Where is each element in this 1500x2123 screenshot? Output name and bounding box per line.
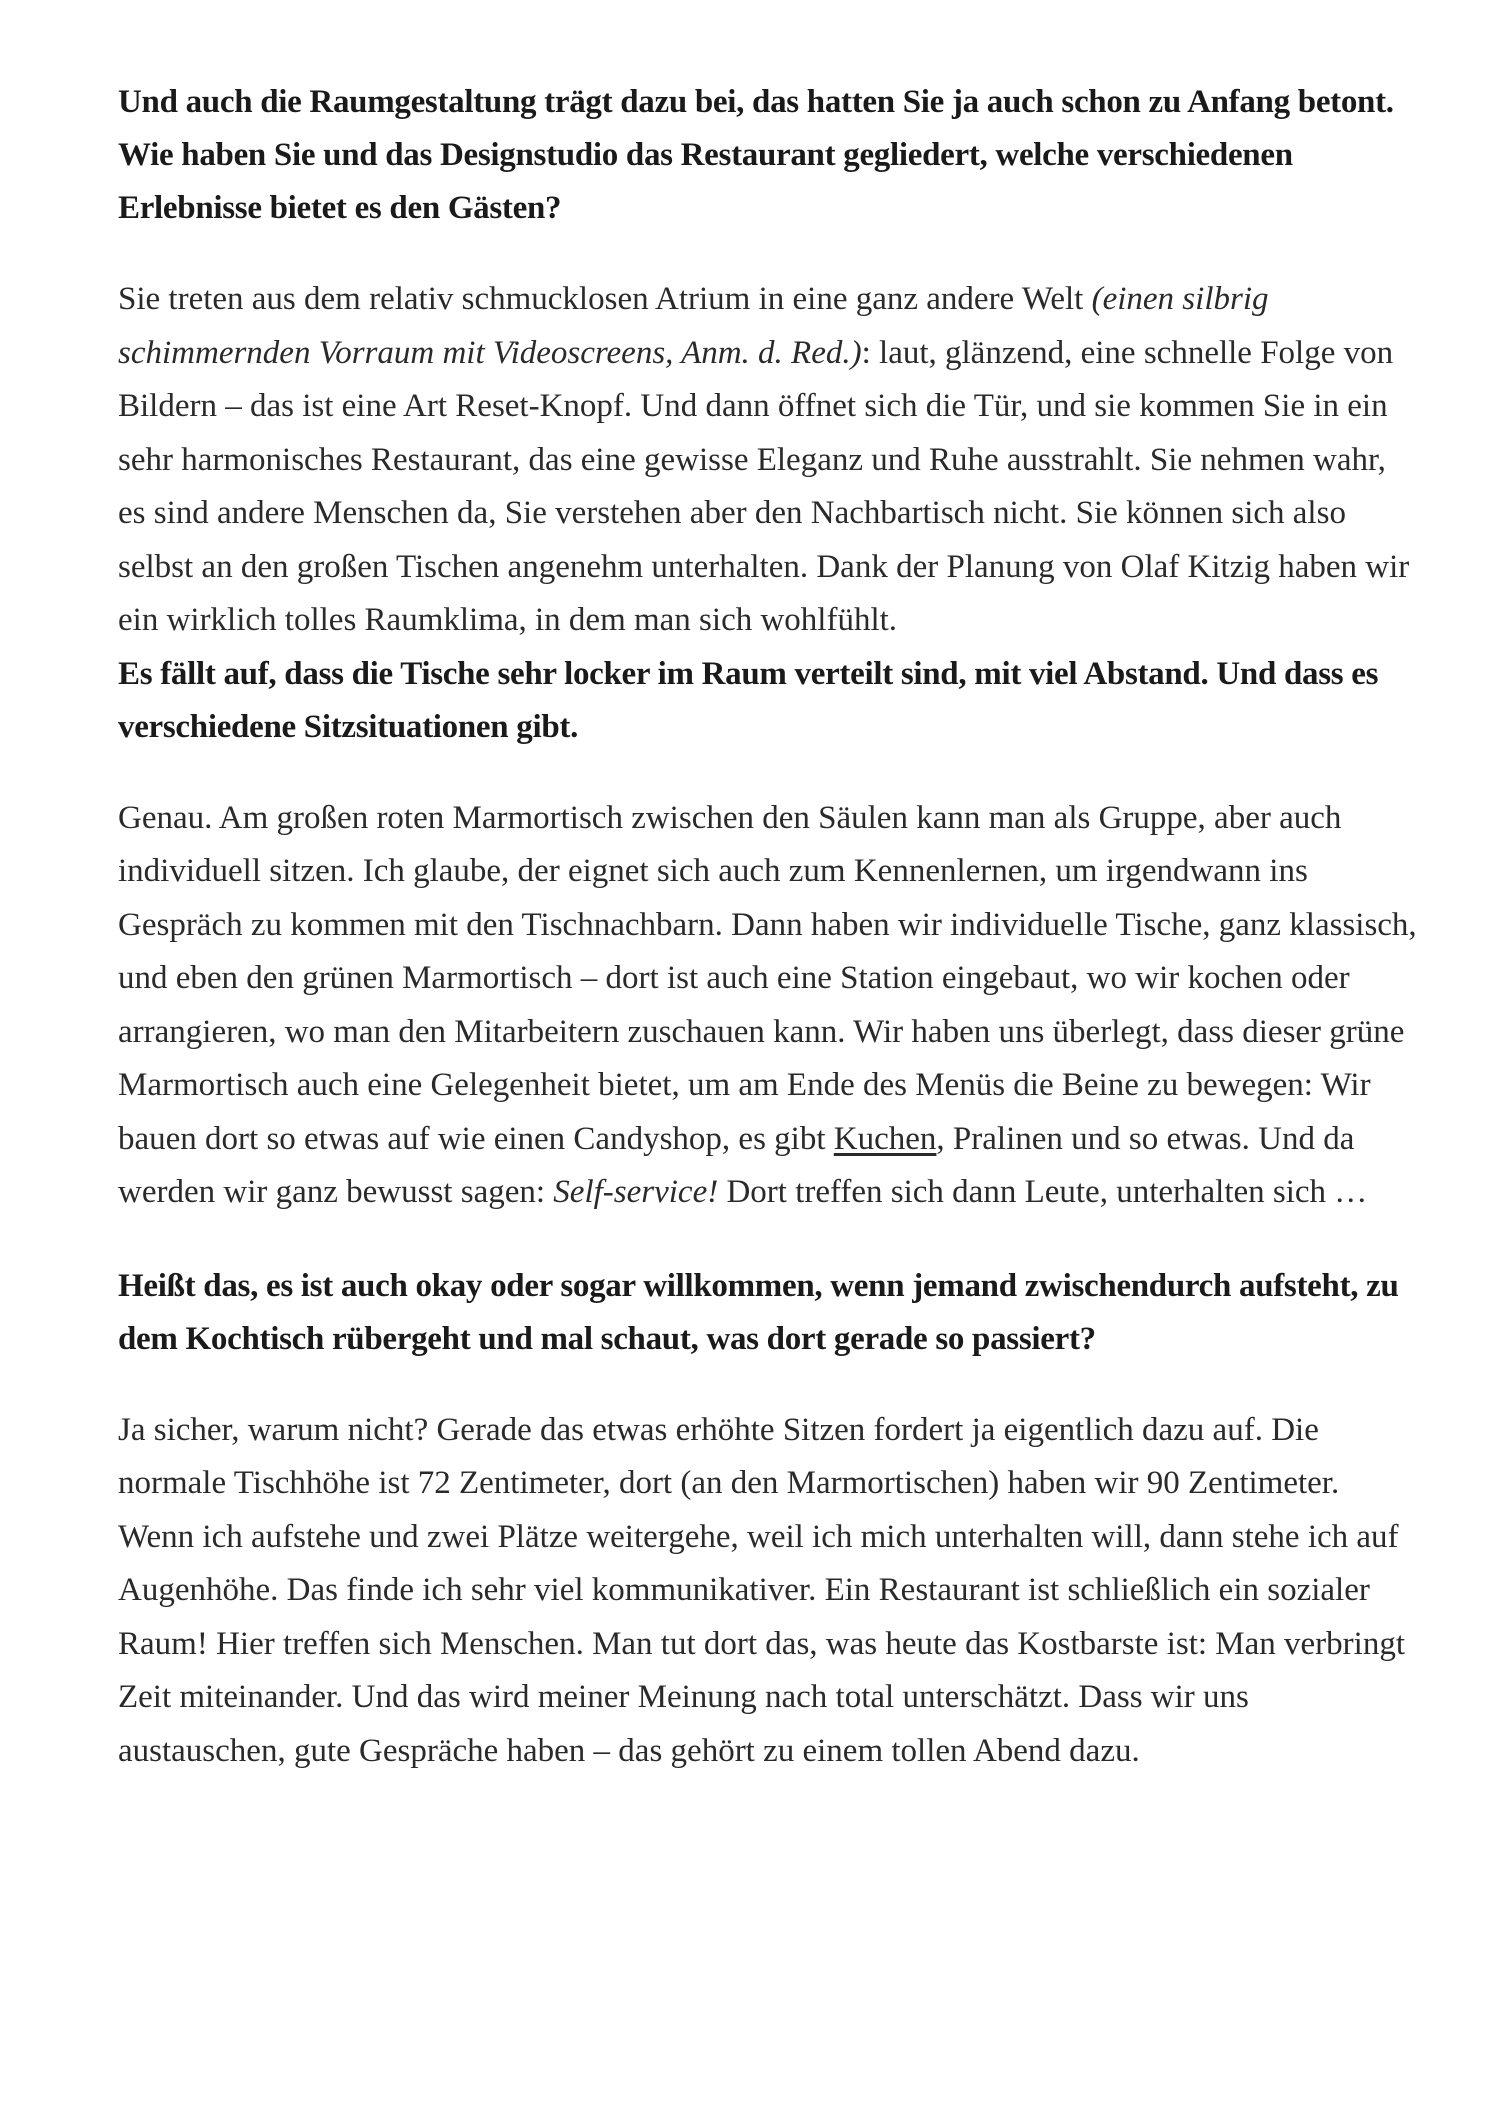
kuchen-link[interactable]: Kuchen bbox=[833, 1120, 937, 1157]
interview-answer-2 bbox=[118, 792, 1418, 1220]
interview-question-1: Und auch die Raumgestaltung trägt dazu bei, das hatten Sie ja auch schon zu Anfang betont. Wie haben Sie und das Designstudio das Restaurant gegliedert, welche verschiedenen Erlebnisse bietet es den Gästen? bbox=[118, 84, 1394, 226]
answer-2-text-part-3: Dort treffen sich dann Leute, unterhalten sich … bbox=[718, 1174, 1368, 1210]
interview-question-3: Heißt das, es ist auch okay oder sogar willkommen, wenn jemand zwischendurch aufsteht, zu dem Kochtisch rübergeht und mal schaut, was dort gerade so passiert? bbox=[118, 1267, 1399, 1357]
self-service-emphasis: Self-service! bbox=[553, 1174, 719, 1210]
answer-1-text-part-2: : laut, glänzend, eine schnelle Folge von Bildern – das ist eine Art Reset-Knopf. Und dann öffnet sich die Tür, und sie kommen Sie in ein sehr harmonisches Restaurant, das eine gewisse Eleganz und Ruhe ausstrahlt. Sie nehmen wahr, es sind andere Menschen da, Sie verstehen aber den Nachbartisch nicht. Sie können sich also selbst an den großen Tischen angenehm unterhalten. Dank der Planung von Olaf Kitzig haben wir ein wirklich tolles Raumklima, in dem man sich wohlfühlt. bbox=[118, 334, 1410, 638]
interview-answer-1 bbox=[118, 273, 1418, 648]
interview-answer-3: Ja sicher, warum nicht? Gerade das etwas erhöhte Sitzen fordert ja eigentlich dazu auf. Die normale Tischhöhe ist 72 Zentimeter, dort (an den Marmortischen) haben wir 90 Zentimeter. Wenn ich aufstehe und zwei Plätze weitergehe, weil ich mich unterhalten will, dann stehe ich auf Augenhöhe. Das finde ich sehr viel kommunikativer. Ein Restaurant ist schließlich ein sozialer Raum! Hier treffen sich Menschen. Man tut dort das, was heute das Kostbarste ist: Man verbringt Zeit miteinander. Und das wird meiner Meinung nach total unterschätzt. Dass wir uns austauschen, gute Gespräche haben – das gehört zu einem tollen Abend dazu. bbox=[118, 1411, 1405, 1769]
interview-question-2: Es fällt auf, dass die Tische sehr locker im Raum verteilt sind, mit viel Abstand. Und dass es verschiedene Sitzsituationen gibt. bbox=[118, 655, 1379, 745]
answer-1-text-part-1: Sie treten aus dem relativ schmucklosen Atrium in eine ganz andere Welt bbox=[118, 281, 1092, 317]
answer-2-text-part-2: , Pralinen und so etwas. Und da werden wir ganz bewusst sagen: bbox=[118, 1120, 1355, 1210]
editorial-note: (einen silbrig schimmernden Vorraum mit Videoscreens, Anm. d. Red.) bbox=[118, 281, 1269, 371]
interview-page bbox=[118, 76, 1418, 1778]
answer-2-text-part-1: Genau. Am großen roten Marmortisch zwischen den Säulen kann man als Gruppe, aber auch individuell sitzen. Ich glaube, der eignet sich auch zum Kennenlernen, um irgendwann ins Gespräch zu kommen mit den Tischnachbarn. Dann haben wir individuelle Tische, ganz klassisch, und eben den grünen Marmortisch – dort ist auch eine Station eingebaut, wo wir kochen oder arrangieren, wo man den Mitarbeitern zuschauen kann. Wir haben uns überlegt, dass dieser grüne Marmortisch auch eine Gelegenheit bietet, um am Ende des Menüs die Beine zu bewegen: Wir bauen dort so etwas auf wie einen Candyshop, es gibt bbox=[118, 799, 1417, 1157]
